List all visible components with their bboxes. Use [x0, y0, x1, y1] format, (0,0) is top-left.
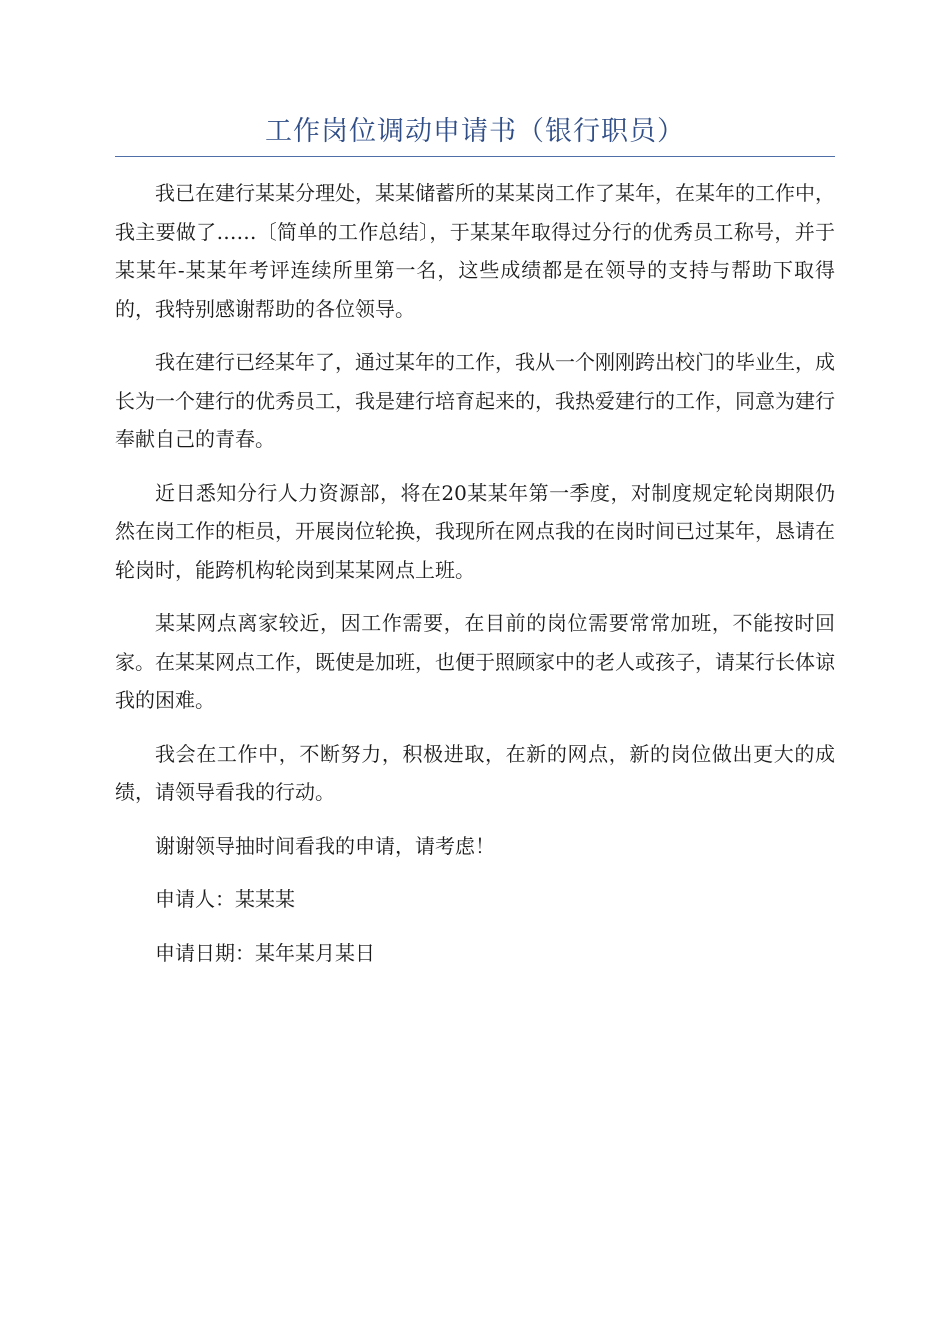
paragraph-career-growth: 我在建行已经某年了，通过某年的工作，我从一个刚刚跨出校门的毕业生，成长为一个建行的优秀员工，我是建行培育起来的，我热爱建行的工作，同意为建行奉献自己的青春。	[115, 350, 835, 451]
title-header	[115, 112, 835, 157]
paragraph-family-reason: 某某网点离家较近，因工作需要，在目前的岗位需要常常加班，不能按时回家。在某某网点工作，既使是加班，也便于照顾家中的老人或孩子，请某行长体谅我的困难。	[115, 611, 835, 712]
paragraph-commitment: 我会在工作中，不断努力，积极进取，在新的网点，新的岗位做出更大的成绩，请领导看我的行动。	[115, 741, 835, 804]
application-date: 申请日期：某年某月某日	[155, 940, 375, 965]
document-title: 工作岗位调动申请书（银行职员）	[265, 116, 685, 147]
paragraph-rotation-request: 近日悉知分行人力资源部，将在20某某年第一季度，对制度规定轮岗期限仍然在岗工作的柜员，开展岗位轮换，我现所在网点我的在岗时间已过某年，恳请在轮岗时，能跨机构轮岗到某某网点上班。	[115, 480, 835, 582]
document-body	[115, 174, 835, 987]
paragraph-work-summary: 我已在建行某某分理处，某某储蓄所的某某岗工作了某年，在某年的工作中，我主要做了……〔简单的工作总结〕，于某某年取得过分行的优秀员工称号，并于某某年-某某年考评连续所里第一名，这些成绩都是在领导的支持与帮助下取得的，我特别感谢帮助的各位领导。	[115, 181, 835, 321]
closing-thanks: 谢谢领导抽时间看我的申请，请考虑！	[155, 833, 495, 858]
applicant-name: 申请人：某某某	[155, 887, 295, 911]
